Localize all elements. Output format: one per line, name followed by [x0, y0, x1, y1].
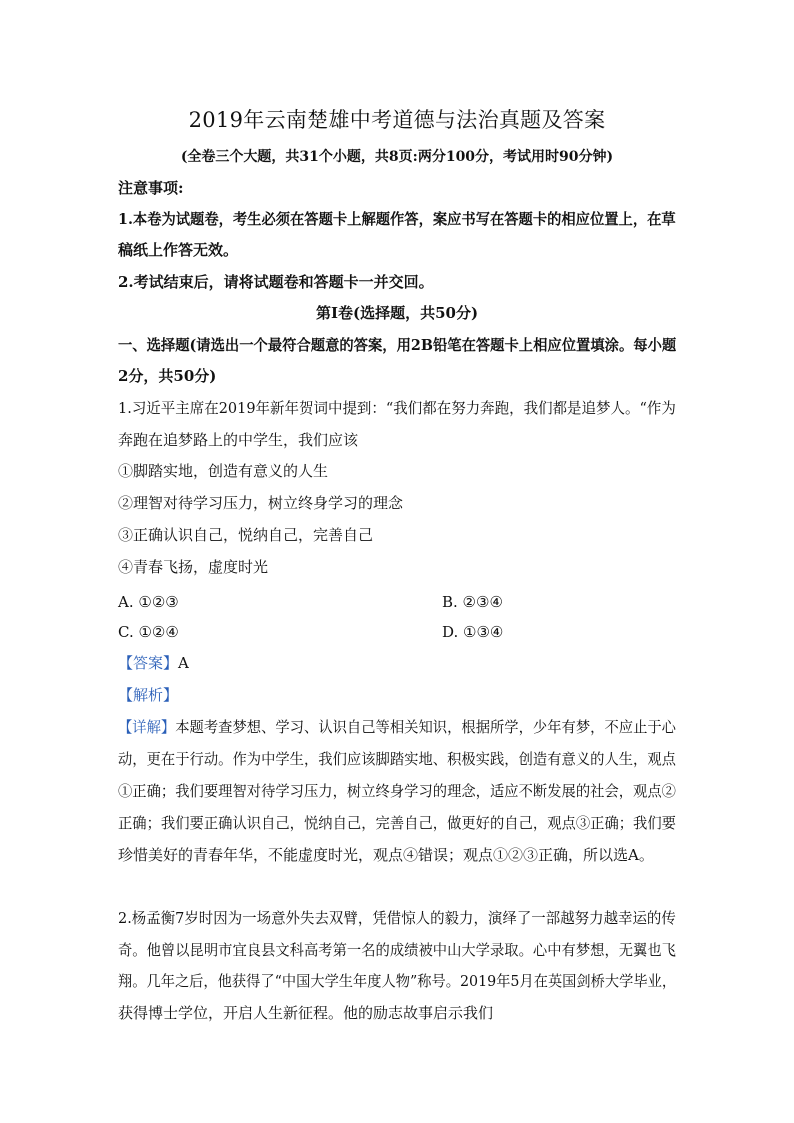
q2-stem-line-2: 奇。他曾以昆明市宜良县文科高考第一名的成绩被中山大学录取。心中有梦想，无翼也飞	[118, 941, 676, 959]
q1-stem-line-2: 奔跑在追梦路上的中学生，我们应该	[118, 431, 359, 449]
q2-stem-line-1: 2.杨孟衡7岁时因为一场意外失去双臂，凭借惊人的毅力，演绎了一部越努力越幸运的传	[118, 909, 676, 927]
q1-detail-line-3: ①正确；我们要理智对待学习压力，树立终身学习的理念，适应不断发展的社会，观点②	[118, 782, 676, 800]
detail-label: 【详解】	[118, 718, 176, 736]
notice-item-2: 2.考试结束后，请将试题卷和答题卡一并交回。	[118, 273, 434, 291]
notice-heading: 注意事项:	[118, 179, 184, 197]
q1-detail-line-5: 珍惜美好的青春年华，不能虚度时光，观点④错误；观点①②③正确，所以选A。	[118, 846, 654, 864]
q1-analysis-label	[118, 685, 178, 705]
q1-option-a: A. ①②③	[118, 593, 179, 611]
q1-item-1: ①脚踏实地，创造有意义的人生	[118, 462, 329, 480]
q1-detail-line-1	[118, 717, 676, 737]
q1-item-2: ②理智对待学习压力，树立终身学习的理念	[118, 494, 404, 512]
q1-item-3: ③正确认识自己，悦纳自己，完善自己	[118, 526, 374, 544]
answer-label: 【答案】	[118, 654, 179, 672]
q1-answer	[118, 653, 189, 673]
answer-value: A	[178, 654, 189, 672]
page-title: 2019年云南楚雄中考道德与法治真题及答案	[188, 108, 606, 132]
exam-subtitle: (全卷三个大题，共31个小题，共8页:两分100分，考试用时90分钟)	[180, 149, 614, 165]
volume-title: 第Ⅰ卷(选择题，共50分)	[315, 304, 479, 322]
q1-stem-line-1: 1.习近平主席在2019年新年贺词中提到：“我们都在努力奔跑，我们都是追梦人。“作为	[118, 399, 676, 417]
q1-detail-line-2: 动，更在于行动。作为中学生，我们应该脚踏实地、积极实践，创造有意义的人生，观点	[118, 750, 676, 768]
detail-text: 本题考查梦想、学习、认识自己等相关知识，根据所学，少年有梦，不应止于心	[175, 718, 677, 736]
part-instruction-line-1: 一、选择题(请选出一个最符合题意的答案，用2B铅笔在答题卡上相应位置填涂。每小题	[118, 336, 677, 354]
q1-option-d: D. ①③④	[442, 623, 504, 641]
q2-stem-line-4: 获得博士学位，开启人生新征程。他的励志故事启示我们	[118, 1004, 494, 1022]
q1-option-c: C. ①②④	[118, 623, 179, 641]
q2-stem-line-3: 翔。几年之后，他获得了“中国大学生年度人物”称号。2019年5月在英国剑桥大学毕业，	[118, 972, 677, 990]
q1-detail-line-4: 正确；我们要正确认识自己，悦纳自己，完善自己，做更好的自己，观点③正确；我们要	[118, 814, 676, 832]
part-instruction-line-2: 2分，共50分)	[118, 367, 217, 385]
q1-option-b: B. ②③④	[442, 593, 503, 611]
q1-item-4: ④青春飞扬，虚度时光	[118, 558, 269, 576]
notice-item-1-line-1: 1.本卷为试题卷，考生必须在答题卡上解题作答，案应书写在答题卡的相应位置上，在草	[118, 210, 676, 228]
notice-item-1-line-2: 稿纸上作答无效。	[118, 241, 239, 259]
analysis-label: 【解析】	[118, 686, 179, 704]
